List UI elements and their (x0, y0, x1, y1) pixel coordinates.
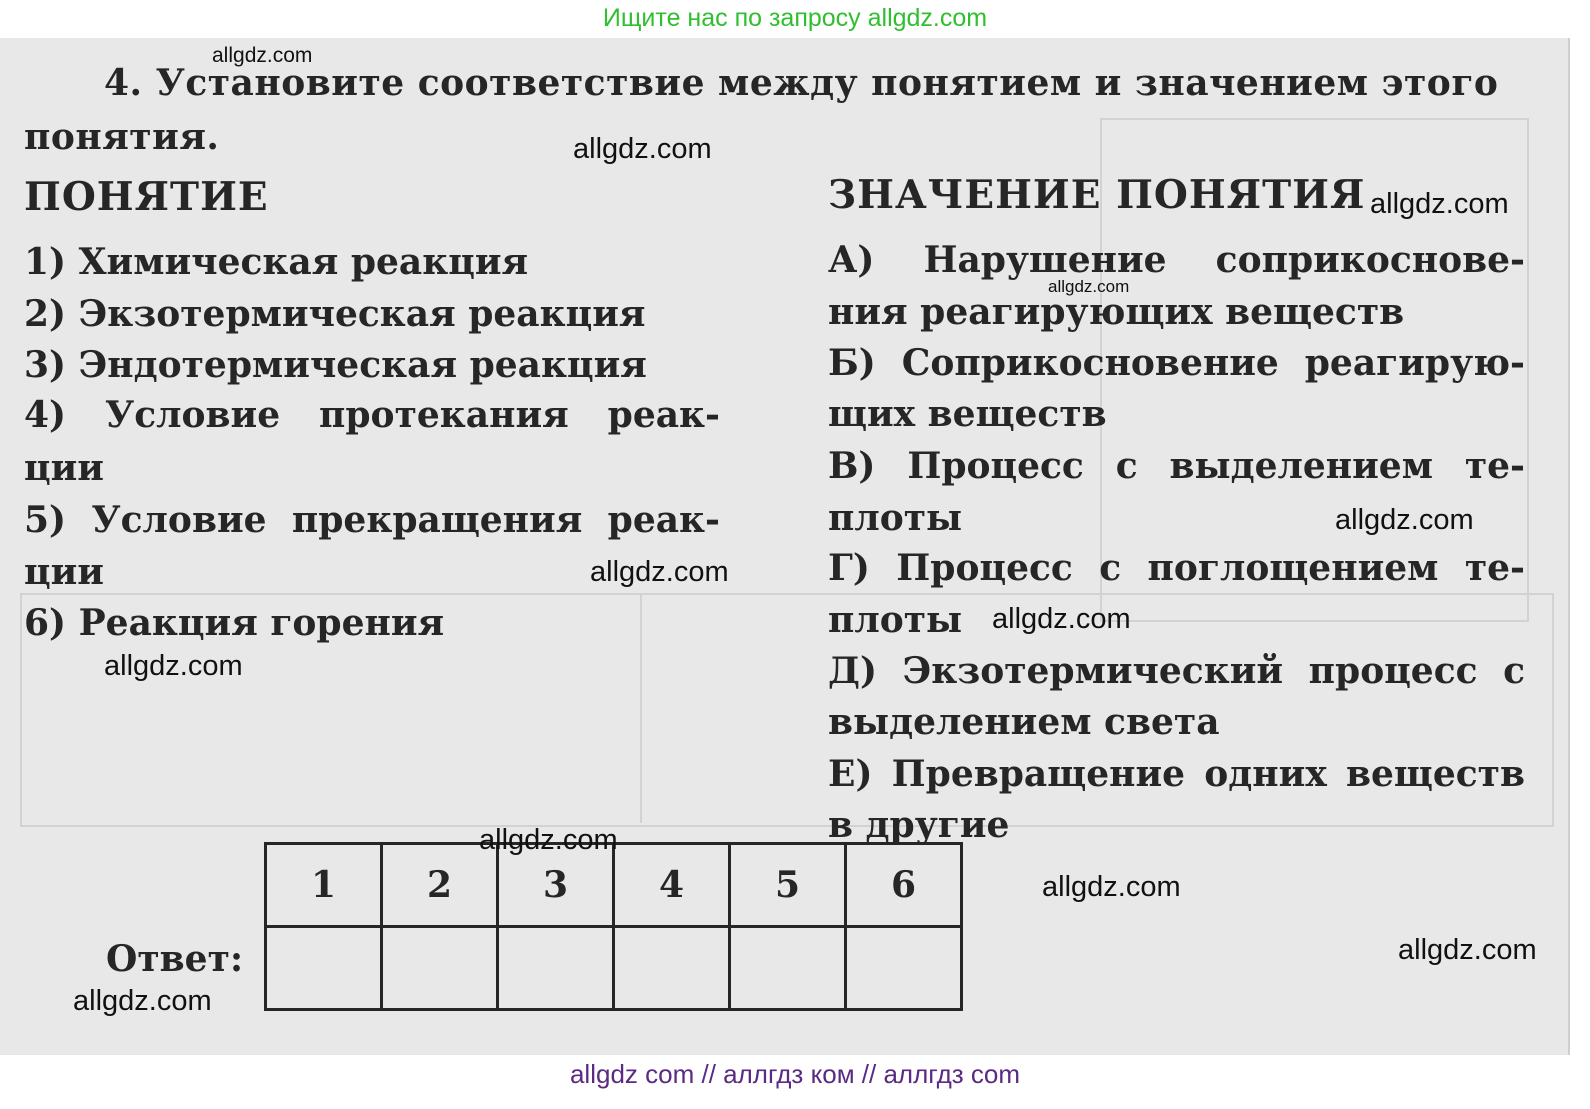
top-banner[interactable]: Ищите нас по запросу allgdz.com (602, 4, 988, 32)
answer-cell[interactable] (614, 927, 730, 1010)
watermark: allgdz.com (104, 650, 243, 682)
meaning-item-continuation: плоты (828, 497, 963, 539)
answer-label: Ответ: (106, 938, 244, 980)
answer-input-row (266, 927, 962, 1010)
answer-column-number: 1 (266, 844, 382, 927)
concept-item-continuation: ции (24, 447, 104, 489)
meaning-item: В) Процесс с выделением те- (828, 445, 1525, 487)
watermark: allgdz.com (479, 824, 618, 856)
answer-cell[interactable] (382, 927, 498, 1010)
meaning-item-continuation: плоты (828, 599, 963, 641)
meaning-item: А) Нарушение соприкоснове- (828, 239, 1525, 281)
concept-item: 1) Химическая реакция (24, 241, 529, 283)
watermark: allgdz.com (1048, 277, 1130, 296)
watermark: allgdz.com (1370, 188, 1509, 220)
meaning-item: Б) Соприкосновение реагирую- (828, 342, 1525, 384)
meaning-item: Е) Превращение одних веществ (828, 753, 1525, 795)
answer-column-number: 4 (614, 844, 730, 927)
answer-cell[interactable] (266, 927, 382, 1010)
show-through-frame (640, 593, 642, 823)
answer-column-number: 6 (846, 844, 962, 927)
concept-item: 6) Реакция горения (24, 602, 445, 644)
watermark: allgdz.com (590, 556, 729, 588)
left-column-heading: ПОНЯТИЕ (24, 174, 269, 220)
meaning-item-continuation: ния реагирующих веществ (828, 291, 1405, 333)
answer-column-number: 2 (382, 844, 498, 927)
watermark: allgdz.com (992, 603, 1131, 635)
answer-column-number: 3 (498, 844, 614, 927)
concept-item-continuation: ции (24, 551, 104, 593)
watermark: allgdz.com (73, 985, 212, 1017)
meaning-item-continuation: выделением света (828, 701, 1220, 743)
watermark: allgdz.com (1398, 934, 1537, 966)
meaning-item-continuation: щих веществ (828, 393, 1107, 435)
meaning-item-continuation: в другие (828, 804, 1010, 846)
answer-cell[interactable] (846, 927, 962, 1010)
answer-cell[interactable] (730, 927, 846, 1010)
watermark: allgdz.com (212, 44, 313, 67)
concept-item: 5) Условие прекращения реак- (24, 499, 720, 541)
meaning-item: Д) Экзотермический процесс с (828, 650, 1525, 692)
concept-item: 3) Эндотермическая реакция (24, 344, 647, 386)
concept-item: 2) Экзотермическая реакция (24, 293, 646, 335)
right-column-heading: ЗНАЧЕНИЕ ПОНЯТИЯ (828, 172, 1366, 218)
concept-item: 4) Условие протекания реак- (24, 394, 720, 436)
task-statement-line: 4. Установите соответствие между понятием и значением этого (104, 62, 1499, 104)
answer-cell[interactable] (498, 927, 614, 1010)
answer-column-number: 5 (730, 844, 846, 927)
bottom-banner[interactable]: allgdz com // аллгдз ком // аллгдз com (569, 1059, 1021, 1089)
watermark: allgdz.com (1042, 871, 1181, 903)
meaning-item: Г) Процесс с поглощением те- (828, 547, 1525, 589)
watermark: allgdz.com (573, 133, 712, 165)
answer-table (264, 842, 963, 1011)
task-statement-line: понятия. (24, 116, 220, 158)
watermark: allgdz.com (1335, 504, 1474, 536)
